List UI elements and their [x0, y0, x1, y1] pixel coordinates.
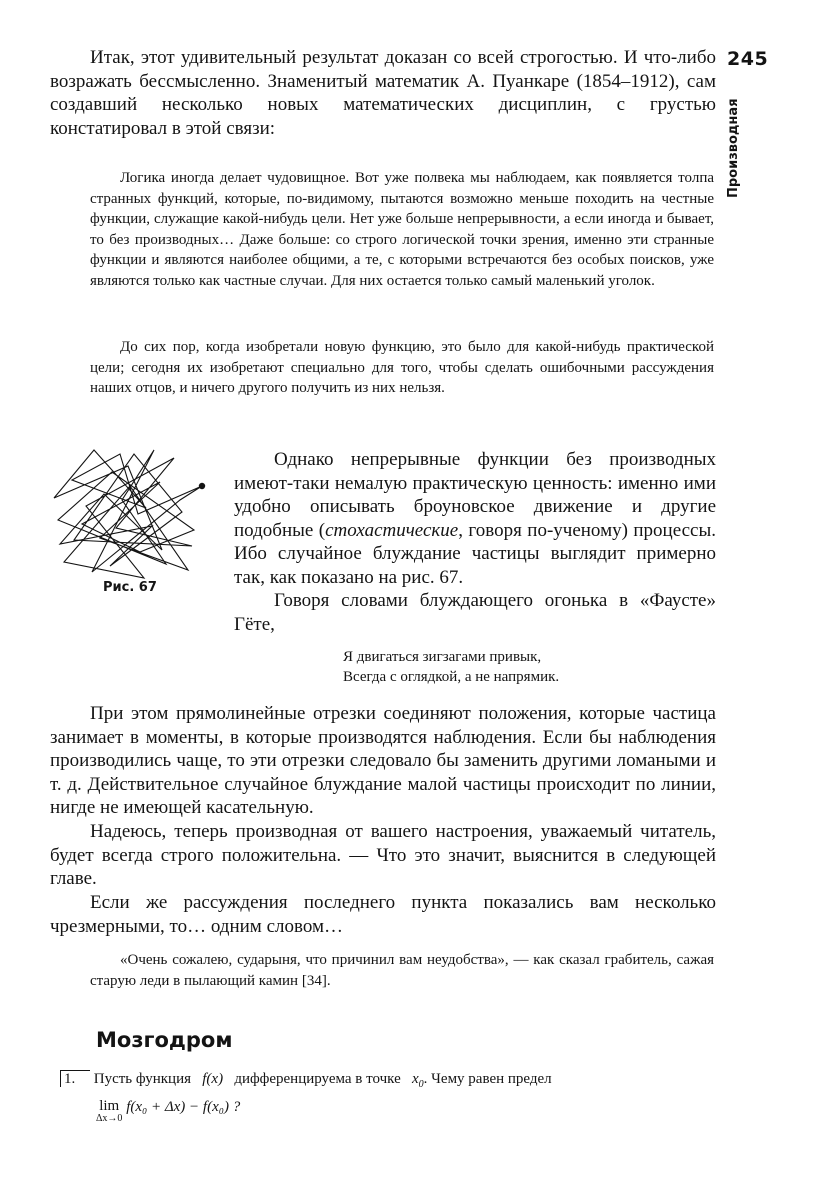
- quote-1-paragraph-1: [90, 168, 714, 292]
- paragraph-6-text: Если же рассуждения последнего пункта показались вам несколько чрезмерными, то… одним словом…: [50, 892, 716, 937]
- exercise-text-a: Пусть функция: [93, 1071, 192, 1087]
- paragraph-4-text: При этом прямолинейные отрезки соединяют положения, которые частица занимает в моменты, в которые производятся наблюдения. Если бы наблюдения производились чаще, то эти отрезки следовало бы заменить другими ломаными и т. д. Действительное случайное блуждание малой частицы происходит по линии, нигде не имеющей касательную.: [50, 703, 716, 818]
- quote-1-p2-text: До сих пор, когда изобретали новую функцию, это было для какой-нибудь практической цели; сегодня их изобретают специально для того, чтобы сделать ошибочными рассуждения наших отцов, и ничего другого получить из них нельзя.: [90, 339, 714, 397]
- exercise-fx: f(x): [202, 1071, 224, 1087]
- limit-body: f(x₀ + Δx) − f(x₀) ?: [126, 1099, 241, 1115]
- paragraph-2-text-b: , говоря по-ученому) процессы. Ибо случайное блуждание частицы выглядит примерно так, как показано на рис. 67.: [234, 519, 716, 588]
- paragraph-1: [50, 46, 716, 140]
- paragraph-1-text: Итак, этот удивительный результат доказан со всей строгостью. И что-либо возражать бессмысленно. Знаменитый математик А. Пуанкаре (1854–1912), сам создавший несколько новых математических дисциплин, с грустью констатировал в этой связи:: [50, 47, 716, 139]
- exercise-1: [60, 1067, 716, 1097]
- quote-1-paragraph-2: [90, 337, 714, 399]
- paragraph-2-emphasis: стохастические: [325, 519, 459, 541]
- limit-expression: [96, 1099, 240, 1124]
- random-walk-path: [54, 450, 202, 578]
- paragraph-5-text: Надеюсь, теперь производная от вашего настроения, уважаемый читатель, будет всегда строго положительна. — Что это значит, выяснится в следующей главе.: [50, 821, 716, 889]
- exercise-text-b: дифференцируема в точке: [234, 1071, 401, 1087]
- paragraph-3-text: Говоря словами блуждающего огонька в «Фаусте» Гёте,: [234, 590, 716, 635]
- paragraph-2-text-a: Однако непрерывные функции без производных имеют-таки немалую практическую ценность: именно ими удобно описывать броуновское движение и другие подобные (: [234, 449, 716, 541]
- page-number: 245: [727, 48, 769, 70]
- quote-1-p1-text: Логика иногда делает чудовищное. Вот уже полвека мы наблюдаем, как появляется толпа странных функций, которые, по-видимому, пытаются возможно меньше походить на честные функции, служащие какой-нибудь цели. Нет уже больше непрерывности, а если иногда и бывает, то без производных… Даже больше: со строго логической точки зрения, именно эти странные функции и являются наиболее общими, а те, с которыми встречаются без особых поисков, уже являются только как частные случаи. Для них остается только самый маленький уголок.: [90, 170, 714, 289]
- paragraph-5: [50, 820, 716, 891]
- exercise-x0: [411, 1071, 424, 1090]
- running-head: Производная: [726, 98, 741, 198]
- poem-line-2: Всегда с оглядкой, а не напрямик.: [343, 669, 560, 685]
- limit-subscript: Δx→0: [96, 1113, 123, 1124]
- poem-line-1: Я двигаться зигзагами привык,: [343, 649, 542, 665]
- exercise-text-c: . Чему равен предел: [423, 1071, 552, 1087]
- quote-2: [90, 950, 714, 991]
- limit-operator: [96, 1099, 122, 1124]
- section-title: Мозгодром: [96, 1028, 233, 1052]
- paragraph-3: [234, 589, 716, 636]
- exercise-x0-sub: 0: [418, 1079, 424, 1090]
- quote-2-text: «Очень сожалею, сударыня, что причинил вам неудобства», — как сказал грабитель, сажая старую леди в пылающий камин [34].: [90, 952, 714, 989]
- paragraph-4: [50, 702, 716, 820]
- exercise-1-line: [60, 1067, 716, 1097]
- exercise-x0-var: x: [411, 1071, 419, 1087]
- exercise-number: 1.: [60, 1070, 90, 1087]
- limit-lim: lim: [99, 1098, 120, 1114]
- paragraph-2: [234, 448, 716, 589]
- poem: [343, 647, 559, 687]
- paragraph-6: [50, 891, 716, 938]
- figure-caption: Рис. 67: [103, 580, 157, 595]
- random-walk-figure: [42, 442, 212, 582]
- walk-start-point: [199, 483, 205, 489]
